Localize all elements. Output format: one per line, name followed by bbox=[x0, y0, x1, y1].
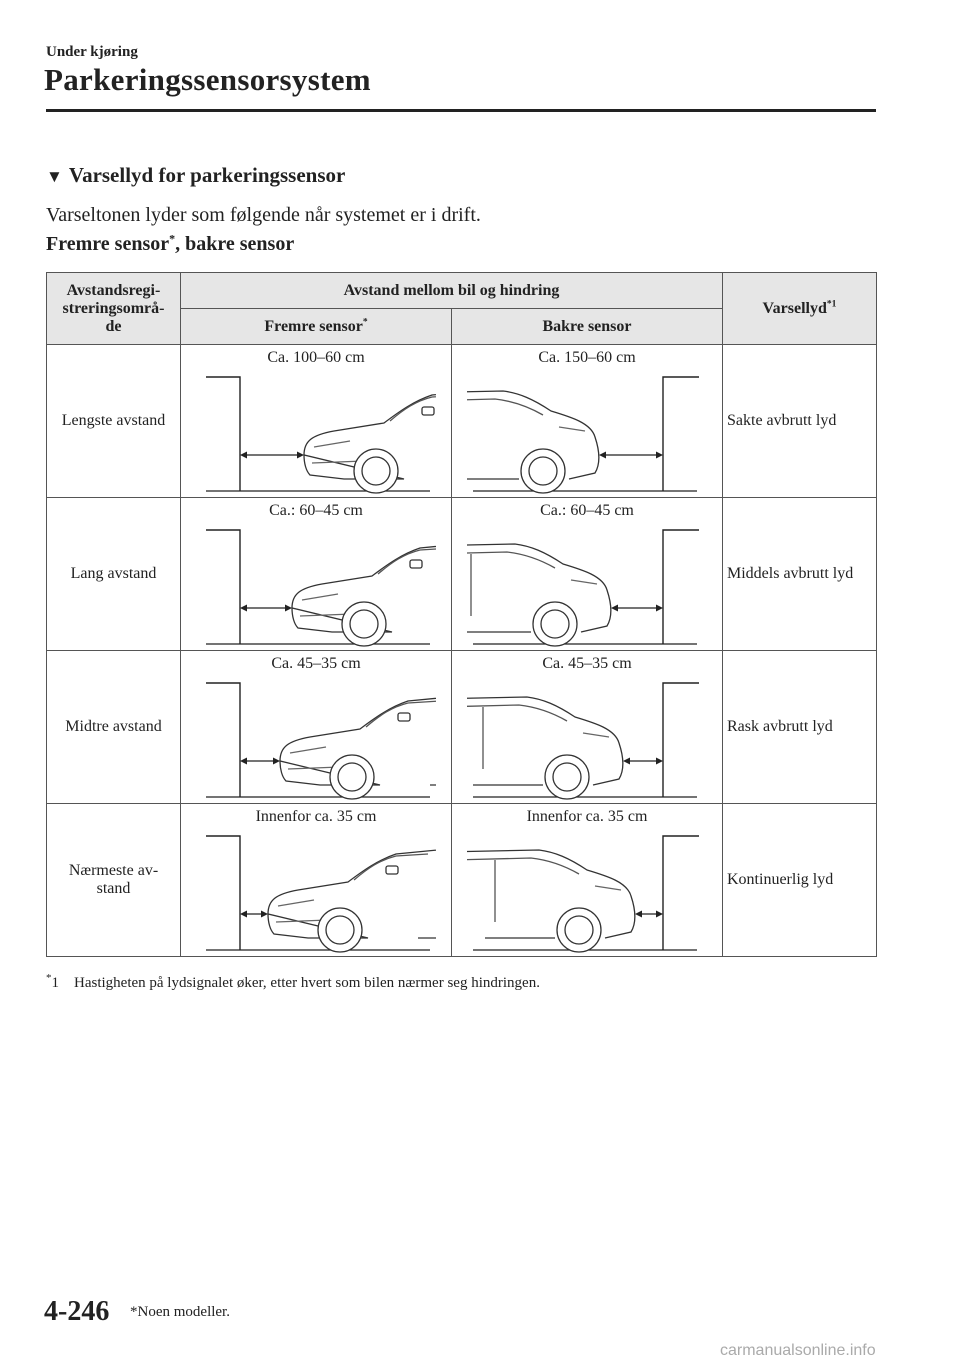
intro-text: Varseltonen lyder som følgende når systemet er i drift. bbox=[46, 204, 481, 226]
subhead-front: Fremre sensor bbox=[46, 233, 170, 255]
header-range-line: Avstandsregi- bbox=[66, 281, 161, 299]
front-car-illustration bbox=[196, 826, 436, 954]
distance-label: Innenfor ca. 35 cm bbox=[255, 808, 377, 825]
arrow-head bbox=[261, 911, 268, 918]
title-rule bbox=[46, 109, 876, 112]
warning-sound-table bbox=[46, 272, 877, 957]
asterisk-mark: * bbox=[169, 231, 176, 246]
models-note: *Noen modeller. bbox=[130, 1304, 230, 1320]
car-wheel bbox=[342, 602, 386, 646]
arrow-head bbox=[285, 605, 292, 612]
page-title: Parkeringssensorsystem bbox=[44, 62, 371, 97]
car-wheel bbox=[533, 602, 577, 646]
asterisk-mark: * bbox=[46, 972, 52, 984]
sound-cell: Middels avbrutt lyd bbox=[723, 498, 877, 651]
table-row bbox=[47, 804, 877, 957]
header-rear: Bakre sensor bbox=[452, 309, 723, 345]
arrow-head bbox=[656, 452, 663, 459]
car-mirror bbox=[398, 713, 410, 721]
arrow-head bbox=[656, 605, 663, 612]
rear-cell bbox=[452, 804, 723, 957]
sound-cell: Sakte avbrutt lyd bbox=[723, 345, 877, 498]
distance-label: Innenfor ca. 35 cm bbox=[526, 808, 648, 825]
header-distance: Avstand mellom bil og hindring bbox=[181, 273, 723, 309]
arrow-head bbox=[240, 911, 247, 918]
wall-obstacle bbox=[206, 530, 240, 644]
range-cell bbox=[47, 804, 181, 957]
car-rear-view bbox=[467, 391, 599, 493]
front-car-illustration bbox=[196, 367, 436, 495]
arrow-head bbox=[273, 758, 280, 765]
car-wheel bbox=[330, 755, 374, 799]
header-sound bbox=[723, 273, 877, 345]
range-line: Nærmeste av- bbox=[68, 862, 159, 879]
distance-label: Ca. 45–35 cm bbox=[542, 655, 632, 672]
wall-obstacle bbox=[206, 836, 240, 950]
car-front-view bbox=[268, 848, 436, 952]
rear-cell bbox=[452, 498, 723, 651]
car-front-view bbox=[304, 389, 436, 493]
rear-car-illustration bbox=[467, 826, 707, 954]
footnote bbox=[46, 972, 540, 992]
down-triangle-icon: ▼ bbox=[46, 167, 63, 186]
arrow-head bbox=[623, 758, 630, 765]
rear-car-illustration bbox=[467, 673, 707, 801]
header-range-line: de bbox=[105, 317, 122, 335]
arrow-head bbox=[240, 452, 247, 459]
header-range-line: streringsområ- bbox=[62, 299, 165, 317]
header-sound-label: Varsellyd bbox=[762, 299, 827, 317]
section-heading bbox=[46, 163, 345, 188]
header-range bbox=[47, 273, 181, 345]
range-line: stand bbox=[96, 880, 131, 897]
wall-obstacle bbox=[663, 836, 699, 950]
footnote-ref: *1 bbox=[826, 298, 837, 310]
arrow-head bbox=[297, 452, 304, 459]
range-cell: Lengste avstand bbox=[47, 345, 181, 498]
front-car-illustration bbox=[196, 673, 436, 801]
front-cell bbox=[181, 345, 452, 498]
subheading bbox=[46, 233, 294, 256]
car-wheel bbox=[521, 449, 565, 493]
arrow-head bbox=[635, 911, 642, 918]
wall-obstacle bbox=[206, 377, 240, 491]
car-wheel bbox=[354, 449, 398, 493]
front-cell bbox=[181, 498, 452, 651]
car-front-view bbox=[292, 542, 436, 646]
range-cell: Midtre avstand bbox=[47, 651, 181, 804]
watermark: carmanualsonline.info bbox=[720, 1342, 876, 1359]
table-row bbox=[47, 651, 877, 804]
wall-obstacle bbox=[663, 683, 699, 797]
header-front bbox=[181, 309, 452, 345]
wall-obstacle bbox=[663, 377, 699, 491]
car-rear-view bbox=[467, 850, 635, 952]
arrow-head bbox=[240, 758, 247, 765]
section-label: Under kjøring bbox=[46, 44, 138, 60]
distance-label: Ca. 150–60 cm bbox=[538, 349, 636, 366]
distance-label: Ca.: 60–45 cm bbox=[540, 502, 634, 519]
front-cell bbox=[181, 804, 452, 957]
distance-label: Ca.: 60–45 cm bbox=[269, 502, 363, 519]
car-mirror bbox=[422, 407, 434, 415]
arrow-head bbox=[611, 605, 618, 612]
car-mirror bbox=[386, 866, 398, 874]
rear-car-illustration bbox=[467, 367, 707, 495]
footnote-text: Hastigheten på lydsignalet øker, etter hvert som bilen nærmer seg hindringen. bbox=[74, 975, 540, 991]
asterisk-mark: * bbox=[362, 316, 368, 328]
rear-cell bbox=[452, 345, 723, 498]
wall-obstacle bbox=[206, 683, 240, 797]
header-front-label: Fremre sensor bbox=[264, 317, 363, 335]
footnote-number: 1 bbox=[51, 975, 59, 991]
subhead-rear: , bakre sensor bbox=[175, 233, 295, 255]
car-mirror bbox=[410, 560, 422, 568]
arrow-head bbox=[656, 758, 663, 765]
wall-obstacle bbox=[663, 530, 699, 644]
heading-text: Varsellyd for parkeringssensor bbox=[68, 163, 346, 187]
car-rear-view bbox=[467, 697, 623, 799]
car-body-outline bbox=[467, 850, 635, 938]
table-row bbox=[47, 498, 877, 651]
arrow-head bbox=[599, 452, 606, 459]
car-wheel bbox=[557, 908, 601, 952]
page-number: 4-246 bbox=[44, 1296, 110, 1327]
rear-cell bbox=[452, 651, 723, 804]
car-wheel bbox=[545, 755, 589, 799]
car-rear-view bbox=[467, 544, 611, 646]
range-cell: Lang avstand bbox=[47, 498, 181, 651]
distance-label: Ca. 45–35 cm bbox=[271, 655, 361, 672]
car-front-view bbox=[280, 695, 436, 799]
front-car-illustration bbox=[196, 520, 436, 648]
car-wheel bbox=[318, 908, 362, 952]
arrow-head bbox=[240, 605, 247, 612]
sound-cell: Rask avbrutt lyd bbox=[723, 651, 877, 804]
table-row bbox=[47, 345, 877, 498]
distance-label: Ca. 100–60 cm bbox=[267, 349, 365, 366]
rear-car-illustration bbox=[467, 520, 707, 648]
front-cell bbox=[181, 651, 452, 804]
sound-cell: Kontinuerlig lyd bbox=[723, 804, 877, 957]
arrow-head bbox=[656, 911, 663, 918]
